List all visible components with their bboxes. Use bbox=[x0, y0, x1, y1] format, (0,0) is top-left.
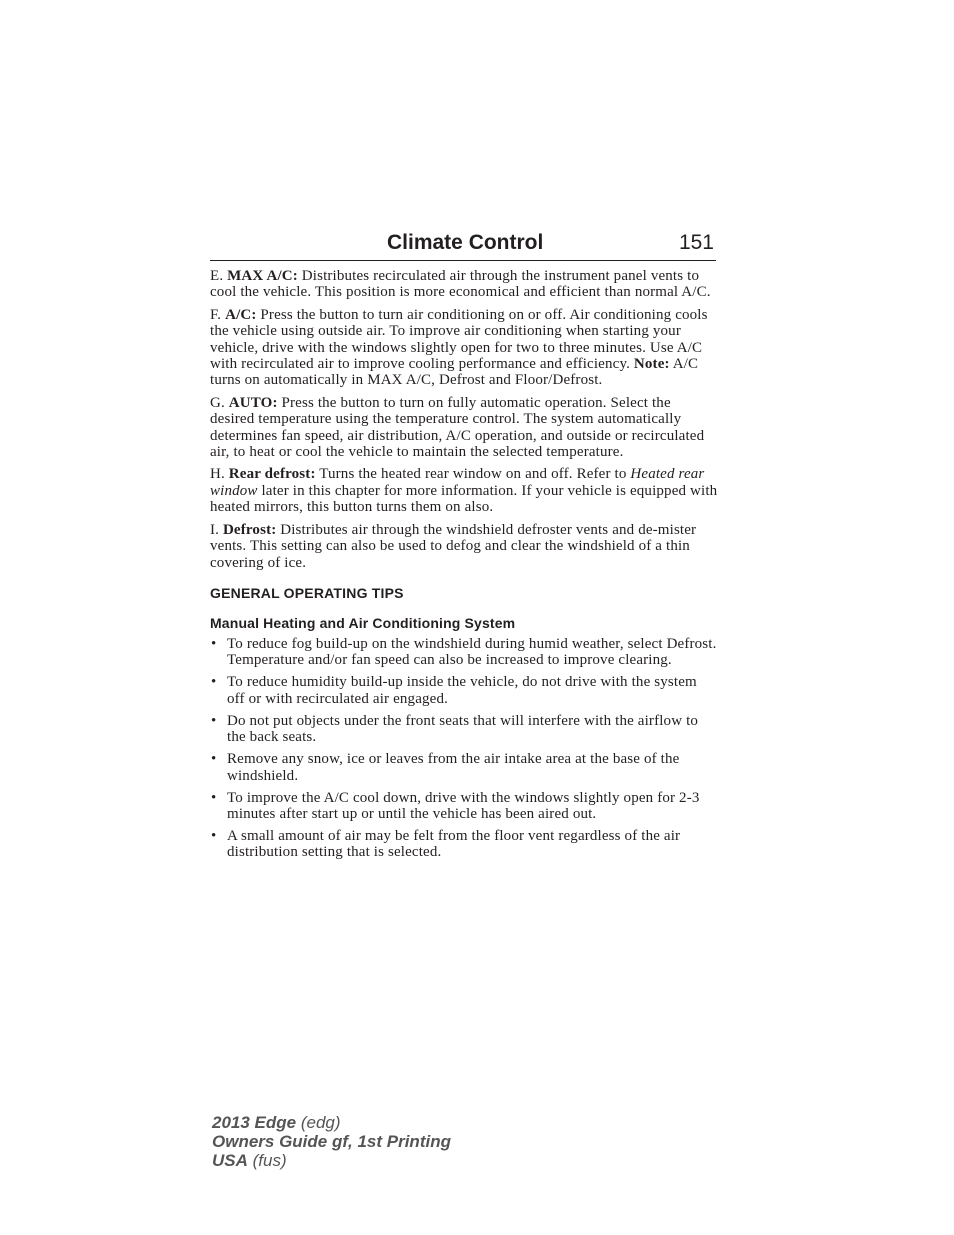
page-footer bbox=[212, 1113, 451, 1170]
item-text: Distributes recirculated air through the instrument panel vents to cool the vehicle. This position is more economical and efficient than normal A/C. bbox=[210, 268, 711, 301]
chapter-title: Climate Control bbox=[387, 231, 544, 254]
cross-reference: Heated rear window bbox=[210, 466, 705, 499]
bullet-icon: • bbox=[211, 827, 217, 844]
list-item-text: A small amount of air may be felt from the floor vent regardless of the air distribution setting that is selected. bbox=[227, 827, 681, 861]
footer-guide-line bbox=[212, 1132, 451, 1151]
list-item bbox=[210, 790, 718, 823]
bullet-icon: • bbox=[211, 789, 217, 806]
item-label: AUTO: bbox=[228, 394, 278, 411]
footer-market-code: (fus) bbox=[247, 1151, 287, 1170]
footer-market-line bbox=[212, 1151, 451, 1170]
list-item bbox=[210, 751, 718, 784]
footer-guide: Owners Guide gf, 1st Printing bbox=[212, 1132, 451, 1151]
footer-model-code: (edg) bbox=[296, 1113, 341, 1132]
list-item bbox=[210, 828, 718, 861]
control-description-i bbox=[210, 522, 718, 571]
page-number: 151 bbox=[678, 231, 714, 254]
item-label: A/C: bbox=[225, 306, 257, 323]
section-heading: GENERAL OPERATING TIPS bbox=[210, 584, 404, 601]
control-description-f bbox=[210, 307, 718, 389]
tips-list bbox=[210, 636, 718, 861]
item-text: Distributes air through the windshield defroster vents and de-mister vents. This setting can also be used to defog and clear the windshield of a thin covering of ice. bbox=[210, 521, 697, 571]
bullet-icon: • bbox=[211, 712, 217, 729]
item-prefix: E. bbox=[210, 268, 228, 284]
list-item bbox=[210, 713, 718, 746]
list-item bbox=[210, 636, 718, 669]
item-prefix: G. bbox=[210, 394, 229, 411]
page-header bbox=[210, 228, 716, 261]
bullet-icon: • bbox=[211, 751, 217, 768]
sub-heading: Manual Heating and Air Conditioning System bbox=[210, 614, 516, 631]
footer-model-line bbox=[212, 1113, 451, 1132]
item-prefix: H. bbox=[210, 466, 229, 483]
page-content bbox=[210, 268, 718, 866]
control-description-h bbox=[210, 466, 718, 515]
bullet-icon: • bbox=[211, 635, 217, 652]
item-text: Press the button to turn air conditioning on or off. Air conditioning cools the vehicle using outside air. To improve air conditioning when starting your vehicle, drive with the windows slightly open for two to three minutes. Use A/C with recirculated air to improve cooling performance and efficiency. bbox=[210, 306, 708, 373]
item-label: MAX A/C: bbox=[227, 268, 298, 284]
footer-market: USA bbox=[212, 1151, 248, 1170]
list-item-text: Remove any snow, ice or leaves from the air intake area at the base of the windshield. bbox=[227, 751, 680, 784]
item-prefix: F. bbox=[210, 306, 226, 323]
list-item-text: To reduce humidity build-up inside the vehicle, do not drive with the system off or with recirculated air engaged. bbox=[227, 674, 697, 707]
item-label: Defrost: bbox=[222, 521, 277, 538]
note-text: A/C turns on automatically in MAX A/C, Defrost and Floor/Defrost. bbox=[210, 356, 699, 389]
item-text: Turns the heated rear window on and off. Refer to bbox=[315, 466, 631, 483]
item-prefix: I. bbox=[210, 521, 223, 538]
bullet-icon: • bbox=[211, 674, 217, 691]
list-item-text: To improve the A/C cool down, drive with the windows slightly open for 2-3 minutes after start up or until the vehicle has been aired out. bbox=[227, 789, 700, 822]
control-description-g bbox=[210, 395, 718, 461]
item-label: Rear defrost: bbox=[228, 466, 316, 483]
control-description-e bbox=[210, 268, 718, 301]
footer-model: 2013 Edge bbox=[212, 1113, 297, 1132]
list-item-text: To reduce fog build-up on the windshield during humid weather, select Defrost. Temperature and/or fan speed can also be increased to improve clearing. bbox=[227, 635, 717, 669]
list-item bbox=[210, 674, 718, 707]
item-text-after: later in this chapter for more information. If your vehicle is equipped with heated mirrors, this button turns them on also. bbox=[210, 482, 718, 516]
note-label: Note: bbox=[633, 356, 670, 373]
list-item-text: Do not put objects under the front seats that will interfere with the airflow to the back seats. bbox=[227, 712, 699, 746]
item-text: Press the button to turn on fully automatic operation. Select the desired temperature using the temperature control. The system automatically determines fan speed, air distribution, A/C operation, and outside or recirculated air, to heat or cool the vehicle to maintain the selected temperature. bbox=[210, 394, 705, 461]
